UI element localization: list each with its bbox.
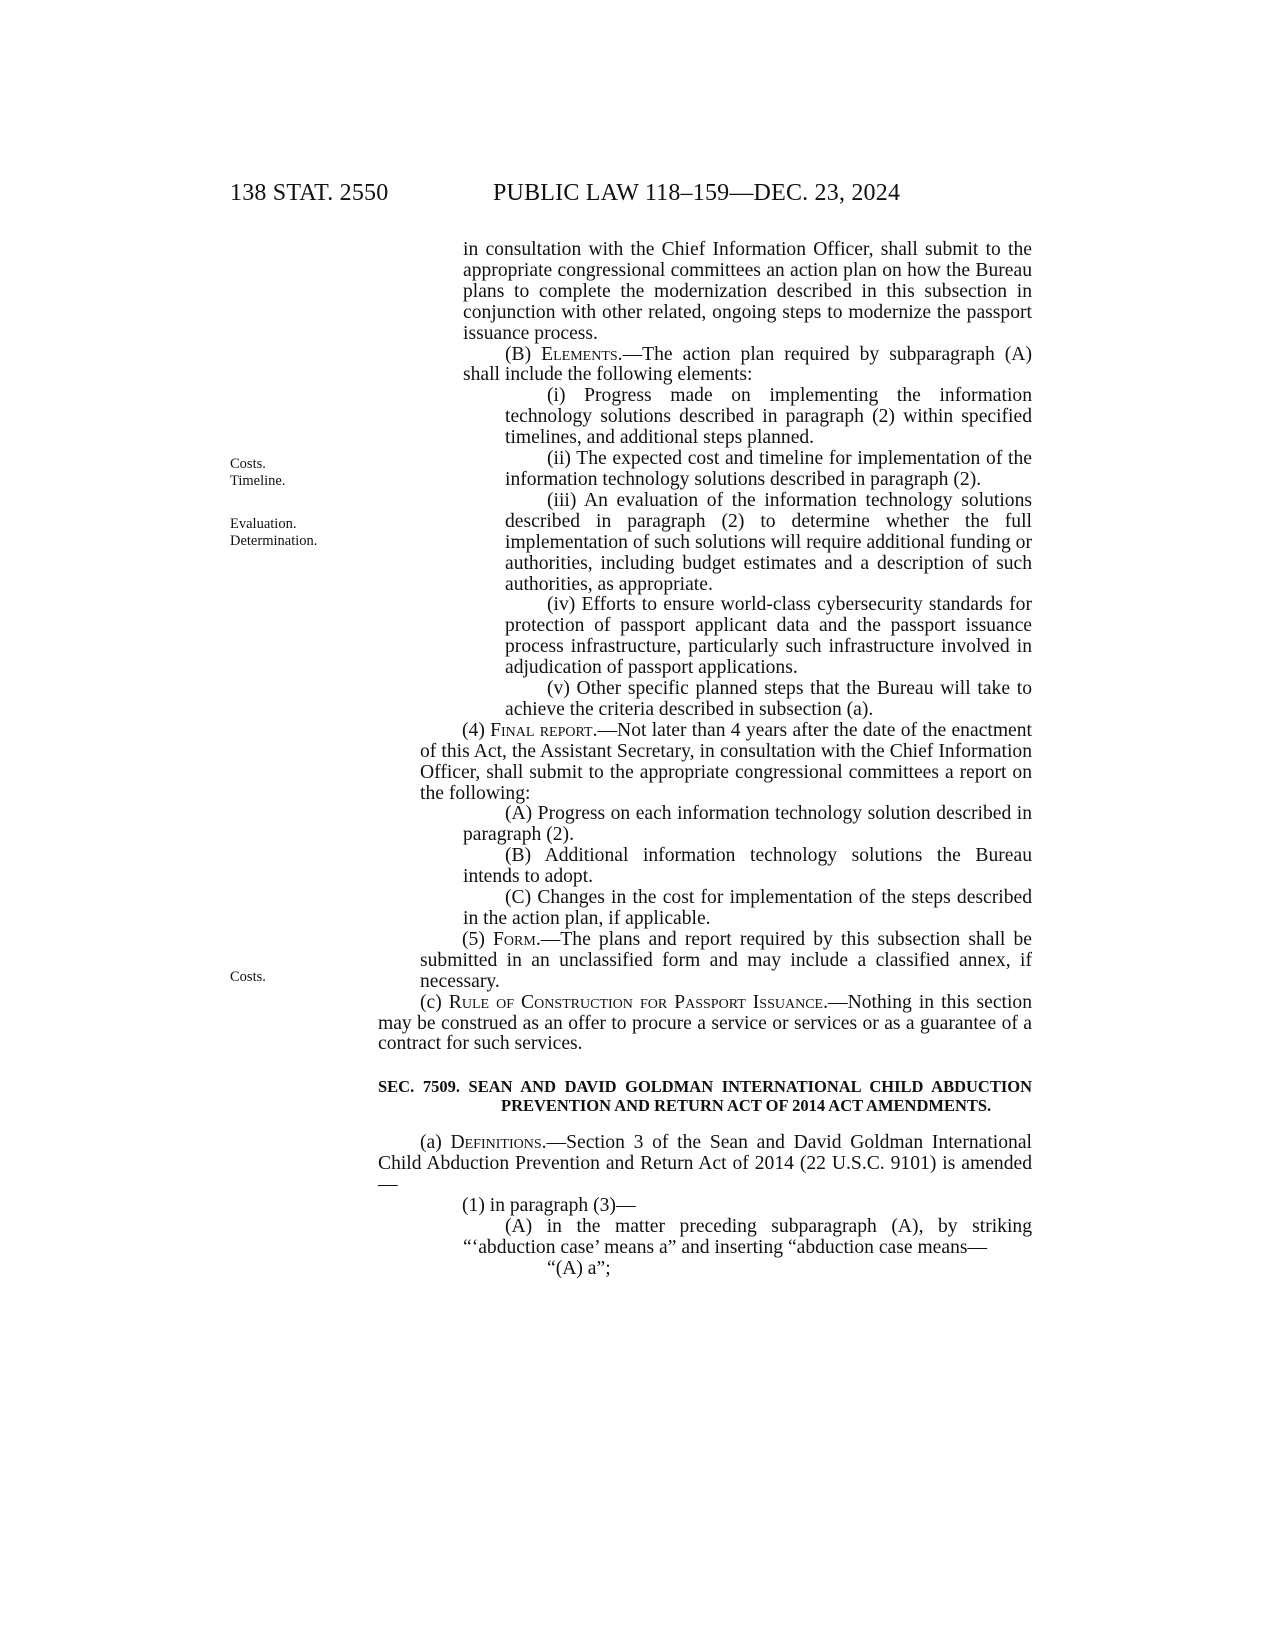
paragraph-4-text: .—Not later than 4 years after the date of the enactment of this Act, the Assistant Secretary, in consultation with the Chief Information Officer, shall submit to the appropriate congressional committees a report on the following:: [420, 719, 1032, 804]
paragraph-4-subparagraph-c: (C) Changes in the cost for implementation of the steps described in the action plan, if applicable.: [463, 887, 1032, 929]
paragraph-5-form: [378, 930, 1032, 993]
law-title-header: PUBLIC LAW 118–159—DEC. 23, 2024: [493, 180, 901, 206]
subsection-a-heading: Definitions: [450, 1132, 542, 1154]
margin-note-costs-2: Costs.: [230, 969, 266, 985]
subparagraph-b-text: —The action plan required by subparagraph (A) shall include the following elements:: [463, 343, 1032, 386]
page-stat-citation: 138 STAT. 2550: [230, 180, 389, 206]
subsection-c-rule: [378, 993, 1032, 1056]
clause-iv: (iv) Efforts to ensure world-class cybersecurity standards for protection of passport applicant data and the passport issuance process infrastructure, particularly such infrastructure involved in adjudication of passport applications.: [505, 594, 1032, 679]
margin-note-timeline: Timeline.: [230, 473, 286, 489]
subsection-c-label: (c): [420, 991, 449, 1013]
clause-ii: (ii) The expected cost and timeline for implementation of the information technology solutions described in paragraph (2).: [505, 448, 1032, 490]
paragraph-5-text: .—The plans and report required by this subsection shall be submitted in an unclassified form and may include a classified annex, if necessary.: [420, 928, 1033, 992]
subsection-a-label: (a): [420, 1132, 451, 1154]
subsection-c-text: .—Nothing in this section may be construed as an offer to procure a service or services or as a guarantee of a contract for such services.: [378, 991, 1032, 1055]
subsection-c-heading: Rule of Construction for Passport Issuance: [448, 991, 824, 1013]
paragraph-4-final-report: [378, 721, 1032, 805]
subparagraph-b-elements: [378, 345, 1032, 387]
clause-iii: (iii) An evaluation of the information technology solutions described in paragraph (2) to determine whether the full implementation of such solutions will require additional funding or authorities, including budget estimates and a description of such authorities, as appropriate.: [505, 489, 1032, 595]
paragraph-4-label: (4): [462, 719, 491, 741]
margin-note-determination: Determination.: [230, 533, 318, 549]
amendment-paragraph-1: (1) in paragraph (3)—: [462, 1195, 636, 1217]
continuation-paragraph: in consultation with the Chief Information Officer, shall submit to the appropriate congressional committees an action plan on how the Bureau plans to complete the modernization described in this subsection in conjunction with other related, ongoing steps to modernize the passport issuance process.: [463, 239, 1032, 344]
clause-i: (i) Progress made on implementing the information technology solutions described in paragraph (2) within specified timelines, and additional steps planned.: [505, 385, 1032, 449]
statute-body: [378, 240, 1032, 1280]
paragraph-5-heading: Form: [493, 928, 536, 950]
amendment-subparagraph-a: (A) in the matter preceding subparagraph (A), by striking “‘abduction case’ means a” and inserting “abduction case means—: [463, 1215, 1032, 1258]
clause-v: (v) Other specific planned steps that the Bureau will take to achieve the criteria described in subsection (a).: [505, 678, 1032, 720]
margin-note-evaluation: Evaluation.: [230, 516, 297, 532]
subsection-a-text: .—Section 3 of the Sean and David Goldman International Child Abduction Prevention and Return Act of 2014 (22 U.S.C. 9101) is amended—: [378, 1132, 1032, 1196]
paragraph-4-subparagraph-a: (A) Progress on each information technology solution described in paragraph (2).: [463, 803, 1032, 846]
paragraph-4-subparagraph-b: (B) Additional information technology solutions the Bureau intends to adopt.: [463, 845, 1032, 888]
subparagraph-b-heading: (B) Elements.: [505, 343, 623, 365]
paragraph-5-label: (5): [462, 928, 494, 950]
inserted-quote-a: “(A) a”;: [547, 1257, 611, 1279]
margin-note-costs: Costs.: [230, 456, 266, 472]
section-7509-heading: SEC. 7509. SEAN AND DAVID GOLDMAN INTERNATIONAL CHILD ABDUCTION PREVENTION AND RETURN ACT OF 2014 ACT AMENDMENTS.: [378, 1077, 1032, 1116]
subsection-a-definitions: [378, 1133, 1032, 1196]
paragraph-4-heading: Final report: [490, 719, 593, 741]
